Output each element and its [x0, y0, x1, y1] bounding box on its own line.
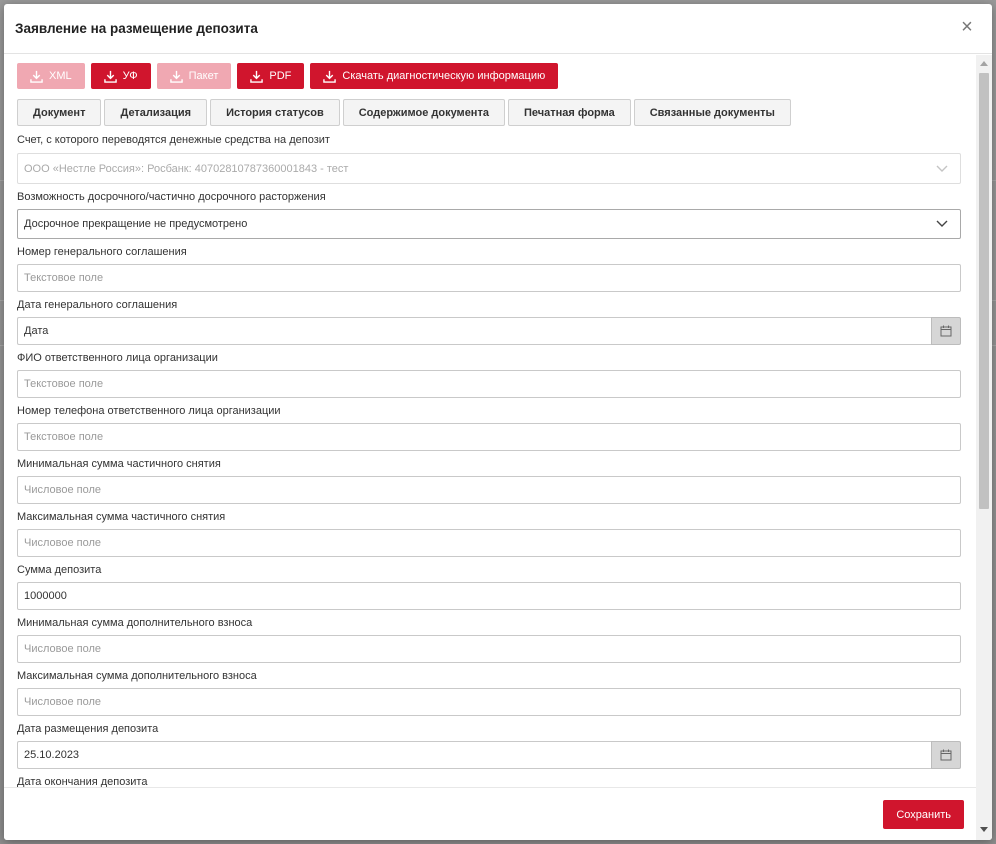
- max-partial-withdrawal-field: [17, 509, 976, 557]
- early-termination-label: Возможность досрочного/частично досрочного расторжения: [17, 191, 326, 203]
- min-additional-contribution-field: [17, 615, 976, 663]
- tab-related-documents[interactable]: Связанные документы: [634, 99, 791, 126]
- scroll-up-icon[interactable]: [980, 61, 988, 66]
- max-partial-withdrawal-label: Максимальная сумма частичного снятия: [17, 511, 226, 523]
- tab-print-form[interactable]: Печатная форма: [508, 99, 631, 126]
- chevron-down-icon: [936, 165, 948, 173]
- download-xml-button[interactable]: [17, 63, 85, 89]
- early-termination-field: [17, 189, 976, 239]
- save-button[interactable]: Сохранить: [883, 800, 964, 829]
- download-xml-label: XML: [49, 70, 72, 82]
- modal-header: [4, 4, 992, 54]
- min-partial-withdrawal-placeholder: Числовое поле: [24, 484, 102, 496]
- close-icon[interactable]: ×: [961, 16, 973, 38]
- min-partial-withdrawal-input[interactable]: [17, 476, 961, 504]
- account-field: [17, 132, 976, 184]
- modal-body[interactable]: [4, 55, 976, 787]
- tab-bar: [17, 99, 976, 126]
- general-agreement-date-input[interactable]: [17, 317, 931, 345]
- deposit-amount-label: Сумма депозита: [17, 564, 102, 576]
- deposit-amount-value: 1000000: [24, 590, 67, 602]
- download-package-button[interactable]: [157, 63, 232, 89]
- account-label: Счет, с которого переводятся денежные средства на депозит: [17, 134, 330, 146]
- max-additional-contribution-placeholder: Числовое поле: [24, 696, 102, 708]
- download-uf-label: УФ: [122, 70, 138, 82]
- responsible-phone-label: Номер телефона ответственного лица организации: [17, 405, 281, 417]
- min-additional-contribution-label: Минимальная сумма дополнительного взноса: [17, 617, 253, 629]
- download-icon: [170, 70, 183, 83]
- calendar-icon: [940, 325, 952, 337]
- deposit-amount-input[interactable]: [17, 582, 961, 610]
- max-additional-contribution-input[interactable]: [17, 688, 961, 716]
- toolbar: [17, 63, 976, 89]
- max-partial-withdrawal-input[interactable]: [17, 529, 961, 557]
- account-value: ООО «Нестле Россия»: Росбанк: 40702810787360001843 - тест: [24, 162, 349, 175]
- download-icon: [250, 70, 263, 83]
- general-agreement-number-label: Номер генерального соглашения: [17, 246, 187, 258]
- account-select[interactable]: [17, 153, 961, 184]
- general-agreement-date-field: [17, 297, 976, 345]
- max-partial-withdrawal-placeholder: Числовое поле: [24, 537, 102, 549]
- responsible-phone-input[interactable]: [17, 423, 961, 451]
- min-partial-withdrawal-field: [17, 456, 976, 504]
- early-termination-value: Досрочное прекращение не предусмотрено: [24, 218, 248, 230]
- responsible-phone-placeholder: Текстовое поле: [24, 431, 104, 443]
- scroll-down-icon[interactable]: [980, 827, 988, 832]
- tab-document[interactable]: Документ: [17, 99, 101, 126]
- download-diagnostics-button[interactable]: [310, 63, 558, 89]
- max-additional-contribution-field: [17, 668, 976, 716]
- download-icon: [323, 70, 336, 83]
- modal-title: Заявление на размещение депозита: [15, 21, 258, 36]
- deposit-placement-date-field: [17, 721, 976, 769]
- download-icon: [30, 70, 43, 83]
- download-icon: [104, 70, 117, 83]
- chevron-down-icon: [936, 220, 948, 228]
- deposit-placement-date-label: Дата размещения депозита: [17, 723, 159, 735]
- tab-document-contents[interactable]: Содержимое документа: [343, 99, 505, 126]
- calendar-button[interactable]: [931, 317, 961, 345]
- deposit-end-date-label: Дата окончания депозита: [17, 776, 148, 787]
- responsible-name-input[interactable]: [17, 370, 961, 398]
- download-package-label: Пакет: [188, 70, 219, 82]
- responsible-name-label: ФИО ответственного лица организации: [17, 352, 218, 364]
- vertical-scrollbar[interactable]: [976, 55, 992, 840]
- deposit-amount-field: [17, 562, 976, 610]
- responsible-phone-field: [17, 403, 976, 451]
- modal-footer: [4, 787, 976, 840]
- scrollbar-thumb[interactable]: [979, 73, 989, 509]
- deposit-placement-date-value: 25.10.2023: [24, 749, 80, 761]
- download-diagnostics-label: Скачать диагностическую информацию: [342, 70, 546, 82]
- download-uf-button[interactable]: [91, 63, 151, 89]
- download-pdf-button[interactable]: [237, 63, 304, 89]
- deposit-placement-date-input[interactable]: [17, 741, 931, 769]
- calendar-button[interactable]: [931, 741, 961, 769]
- general-agreement-date-placeholder: Дата: [24, 325, 49, 337]
- min-additional-contribution-input[interactable]: [17, 635, 961, 663]
- download-pdf-label: PDF: [269, 70, 292, 82]
- general-agreement-number-field: [17, 244, 976, 292]
- calendar-icon: [940, 749, 952, 761]
- tab-status-history[interactable]: История статусов: [210, 99, 340, 126]
- min-partial-withdrawal-label: Минимальная сумма частичного снятия: [17, 458, 221, 470]
- early-termination-select[interactable]: [17, 209, 961, 239]
- general-agreement-date-label: Дата генерального соглашения: [17, 299, 178, 311]
- responsible-name-placeholder: Текстовое поле: [24, 378, 104, 390]
- general-agreement-number-input[interactable]: [17, 264, 961, 292]
- max-additional-contribution-label: Максимальная сумма дополнительного взноса: [17, 670, 257, 682]
- min-additional-contribution-placeholder: Числовое поле: [24, 643, 102, 655]
- deposit-application-modal: [4, 4, 992, 840]
- tab-details[interactable]: Детализация: [104, 99, 207, 126]
- deposit-end-date-field: [17, 774, 976, 787]
- responsible-name-field: [17, 350, 976, 398]
- general-agreement-number-placeholder: Текстовое поле: [24, 272, 104, 284]
